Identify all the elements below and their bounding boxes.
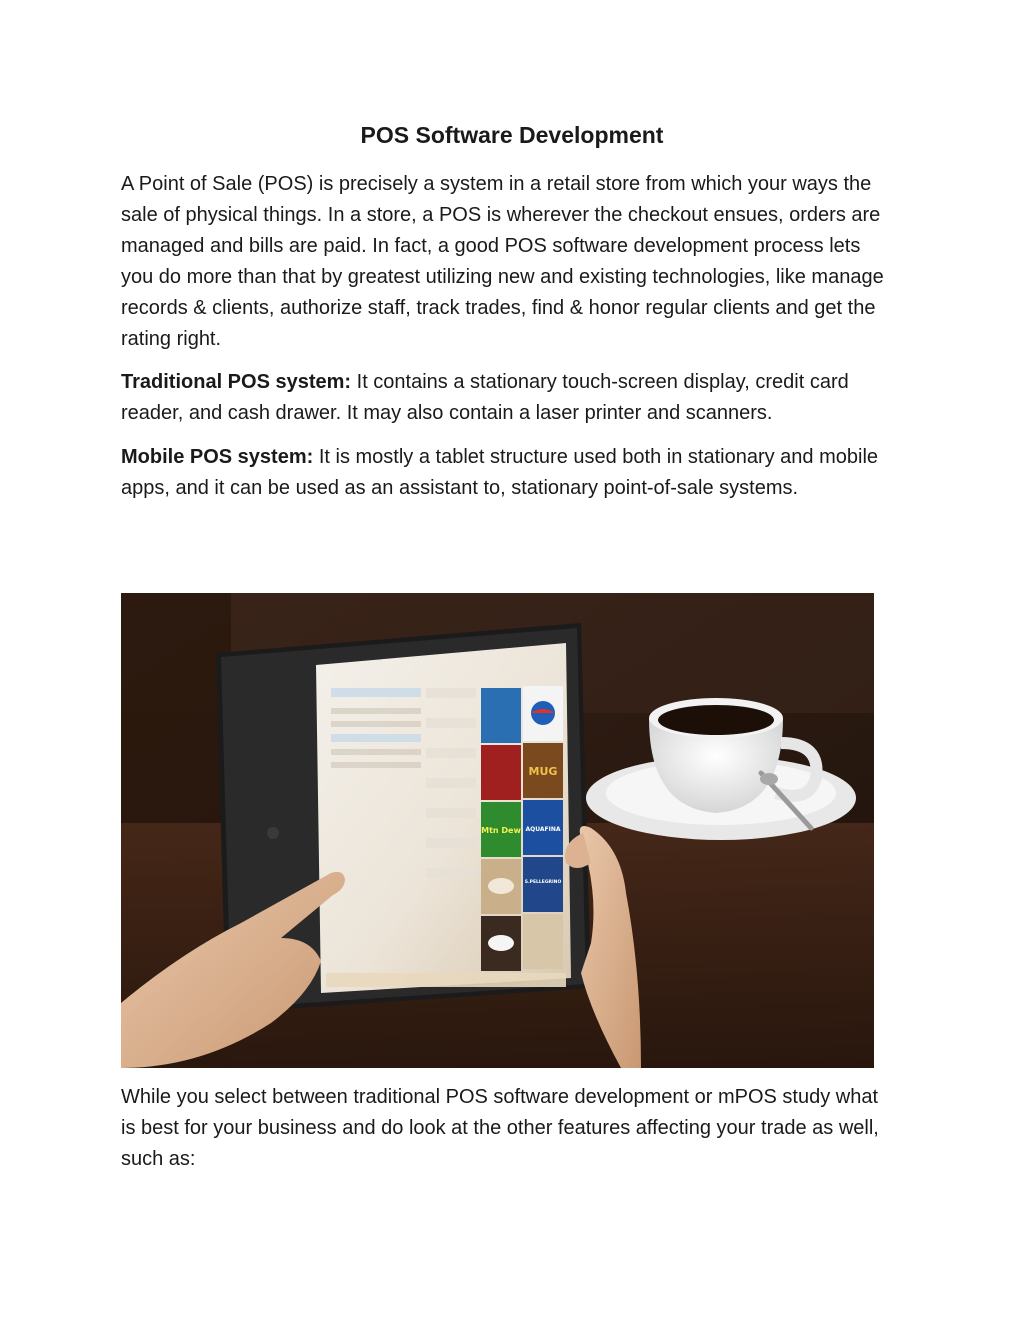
- mobile-pos-heading: Mobile POS system:: [121, 446, 314, 468]
- closing-paragraph: While you select between traditional POS software development or mPOS study what is best for your business and do look at the other features affecting your trade as well, such as:: [121, 1086, 879, 1170]
- page-title: POS Software Development: [360, 122, 664, 148]
- traditional-pos-heading: Traditional POS system:: [121, 371, 352, 393]
- tablet-pos-illustration: [121, 593, 874, 1068]
- traditional-pos-text: It contains a stationary touch-screen display, credit card reader, and cash drawer. It may also contain a laser printer and scanners.: [121, 371, 849, 424]
- mobile-pos-text: It is mostly a tablet structure used both in stationary and mobile apps, and it can be used as an assistant to, stationary point-of-sale systems.: [121, 446, 879, 499]
- mobile-pos-paragraph: [121, 442, 896, 504]
- mtndew-tile-label: Mtn Dew: [481, 826, 521, 835]
- aquafina-tile-label: AQUAFINA: [525, 826, 561, 833]
- mug-tile-label: MUG: [528, 765, 558, 778]
- tablet-pos-photo: [121, 593, 874, 1068]
- intro-paragraph: A Point of Sale (POS) is precisely a system in a retail store from which your ways the sale of physical things. In a store, a POS is wherever the checkout ensues, orders are managed and bills are paid. In fact, a good POS software development process lets you do more than that by greatest utilizing new and existing technologies, like manage records & clients, authorize staff, track trades, find & honor regular clients and get the rating right.: [121, 173, 884, 350]
- traditional-pos-paragraph: [121, 367, 896, 429]
- pellegrino-tile-label: S.PELLEGRINO: [524, 880, 562, 885]
